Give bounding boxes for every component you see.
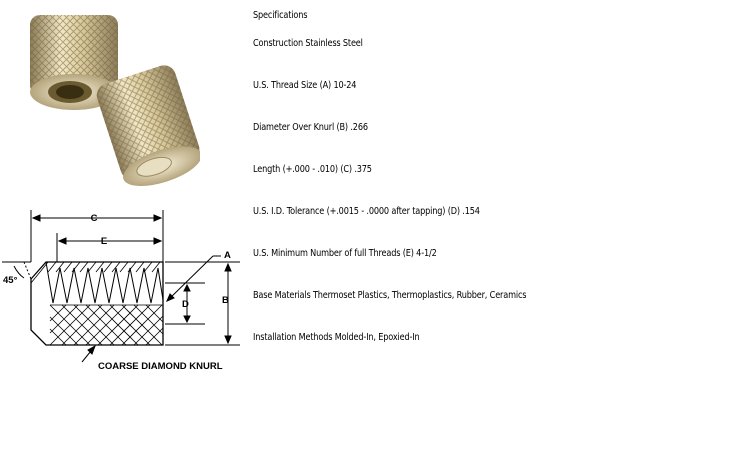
hatching	[31, 262, 160, 283]
label-d: D	[182, 299, 189, 310]
product-photo	[0, 0, 200, 200]
angle-45-line	[24, 262, 31, 279]
spec-installation: Installation Methods Molded-In, Epoxied-In	[253, 332, 420, 343]
leader-a	[167, 256, 213, 301]
label-b: B	[222, 295, 229, 306]
spec-base-materials: Base Materials Thermoset Plastics, Thermoplastics, Rubber, Ceramics	[253, 290, 527, 301]
spec-length: Length (+.000 - .010) (C) .375	[253, 164, 372, 175]
label-knurl: COARSE DIAMOND KNURL	[98, 361, 223, 372]
spec-heading: Specifications	[253, 10, 308, 21]
spec-construction: Construction Stainless Steel	[253, 38, 363, 49]
label-c: C	[90, 213, 98, 224]
knurl-crosshatch	[50, 305, 163, 345]
insert-dimension-drawing	[0, 200, 250, 376]
spec-id-tolerance: U.S. I.D. Tolerance (+.0015 - .0000 after tapping) (D) .154	[253, 206, 480, 217]
spec-min-threads: U.S. Minimum Number of full Threads (E) 4-1/2	[253, 248, 437, 259]
label-e: E	[100, 236, 108, 247]
thread-teeth	[46, 262, 163, 303]
label-angle: 45°	[3, 275, 18, 286]
spec-thread-size: U.S. Thread Size (A) 10-24	[253, 80, 357, 91]
spec-diameter: Diameter Over Knurl (B) .266	[253, 122, 368, 133]
label-a: A	[224, 250, 231, 261]
